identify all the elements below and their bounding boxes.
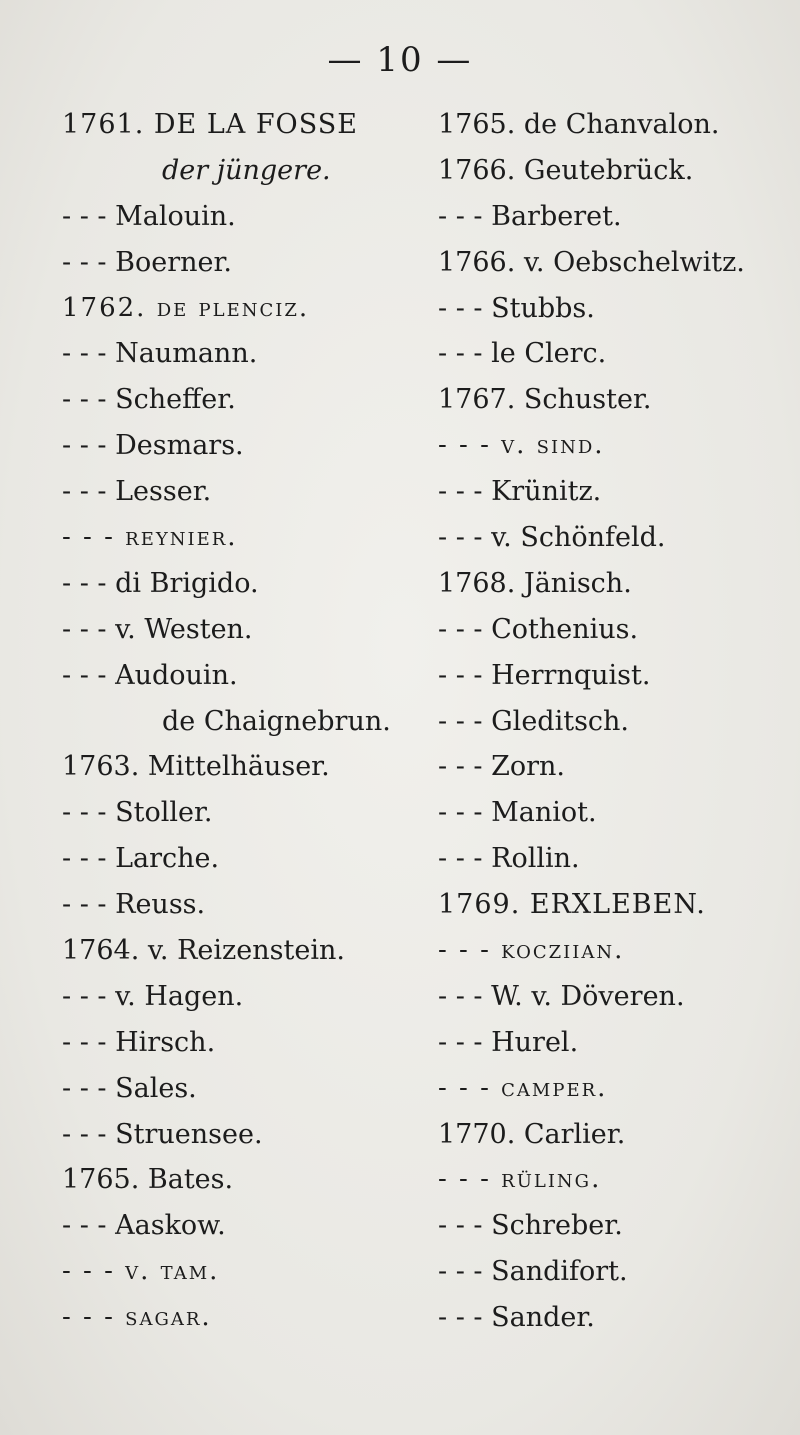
- list-item: - - - v. Schönfeld.: [438, 522, 666, 554]
- list-item: - - - kocziian.: [438, 935, 625, 966]
- list-item: - - - sagar.: [62, 1302, 212, 1333]
- list-item: - - - Hirsch.: [62, 1026, 216, 1058]
- right-column: [438, 102, 768, 1341]
- list-item: - - - Boerner.: [62, 246, 232, 278]
- list-item: - - - Schreber.: [438, 1210, 623, 1242]
- list-item: - - - Struensee.: [62, 1118, 263, 1150]
- list-item: - - - Gleditsch.: [438, 705, 630, 737]
- list-item: - - - Zorn.: [438, 751, 566, 783]
- list-item: - - - Desmars.: [62, 430, 244, 462]
- list-item: der jüngere.: [162, 154, 331, 186]
- list-item: 1768. Jänisch.: [438, 567, 632, 599]
- list-item: - - - Stubbs.: [438, 292, 595, 324]
- list-item: 1769. ERXLEBEN.: [438, 889, 706, 921]
- list-item: - - - Sales.: [62, 1072, 197, 1104]
- list-item: - - - Lesser.: [62, 476, 212, 508]
- list-item: de Chaignebrun.: [162, 705, 391, 737]
- list-item: - - - Maniot.: [438, 797, 597, 829]
- list-item: 1763. Mittelhäuser.: [62, 751, 330, 783]
- list-item: - - - v. sind.: [438, 430, 605, 461]
- list-item: - - - Stoller.: [62, 797, 213, 829]
- list-item: - - - Aaskow.: [62, 1210, 226, 1242]
- list-item: 1766. Geutebrück.: [438, 154, 694, 186]
- list-item: - - - Larche.: [62, 843, 220, 875]
- list-item: - - - Hurel.: [438, 1026, 579, 1058]
- list-item: - - - Krünitz.: [438, 476, 602, 508]
- list-item: 1765. de Chanvalon.: [438, 109, 720, 140]
- list-item: - - - v. tam.: [62, 1256, 220, 1287]
- list-item: - - - Rollin.: [438, 843, 580, 875]
- list-item: - - - Barberet.: [438, 200, 622, 232]
- list-item: - - - le Clerc.: [438, 338, 607, 370]
- list-item: 1765. Bates.: [62, 1164, 234, 1196]
- list-item: - - - rüling.: [438, 1164, 602, 1195]
- list-item: - - - Audouin.: [62, 659, 238, 691]
- list-item: 1762. de plenciz.: [62, 292, 310, 323]
- list-item: 1761. DE LA FOSSE: [62, 109, 358, 140]
- list-item: 1767. Schuster.: [438, 384, 652, 416]
- list-item: - - - Cothenius.: [438, 613, 639, 645]
- list-item: - - - di Brigido.: [62, 567, 259, 599]
- list-item: 1766. v. Oebschelwitz.: [438, 246, 745, 278]
- list-item: - - - Sandifort.: [438, 1256, 628, 1288]
- list-item: - - - Malouin.: [62, 200, 236, 232]
- list-item: 1770. Carlier.: [438, 1118, 626, 1150]
- list-item: - - - Reuss.: [62, 889, 206, 921]
- list-item: - - - Scheffer.: [62, 384, 236, 416]
- page-number: — 10 —: [327, 40, 473, 80]
- list-item: - - - v. Westen.: [62, 613, 253, 645]
- list-item: 1764. v. Reizenstein.: [62, 935, 345, 967]
- list-item: - - - camper.: [438, 1072, 608, 1103]
- list-item: - - - Naumann.: [62, 338, 258, 370]
- list-item: - - - reynier.: [62, 522, 238, 553]
- list-item: - - - W. v. Döveren.: [438, 980, 685, 1012]
- list-item: - - - v. Hagen.: [62, 980, 244, 1012]
- list-item: - - - Herrnquist.: [438, 659, 651, 691]
- list-item: - - - Sander.: [438, 1302, 595, 1334]
- left-column: [62, 102, 412, 1341]
